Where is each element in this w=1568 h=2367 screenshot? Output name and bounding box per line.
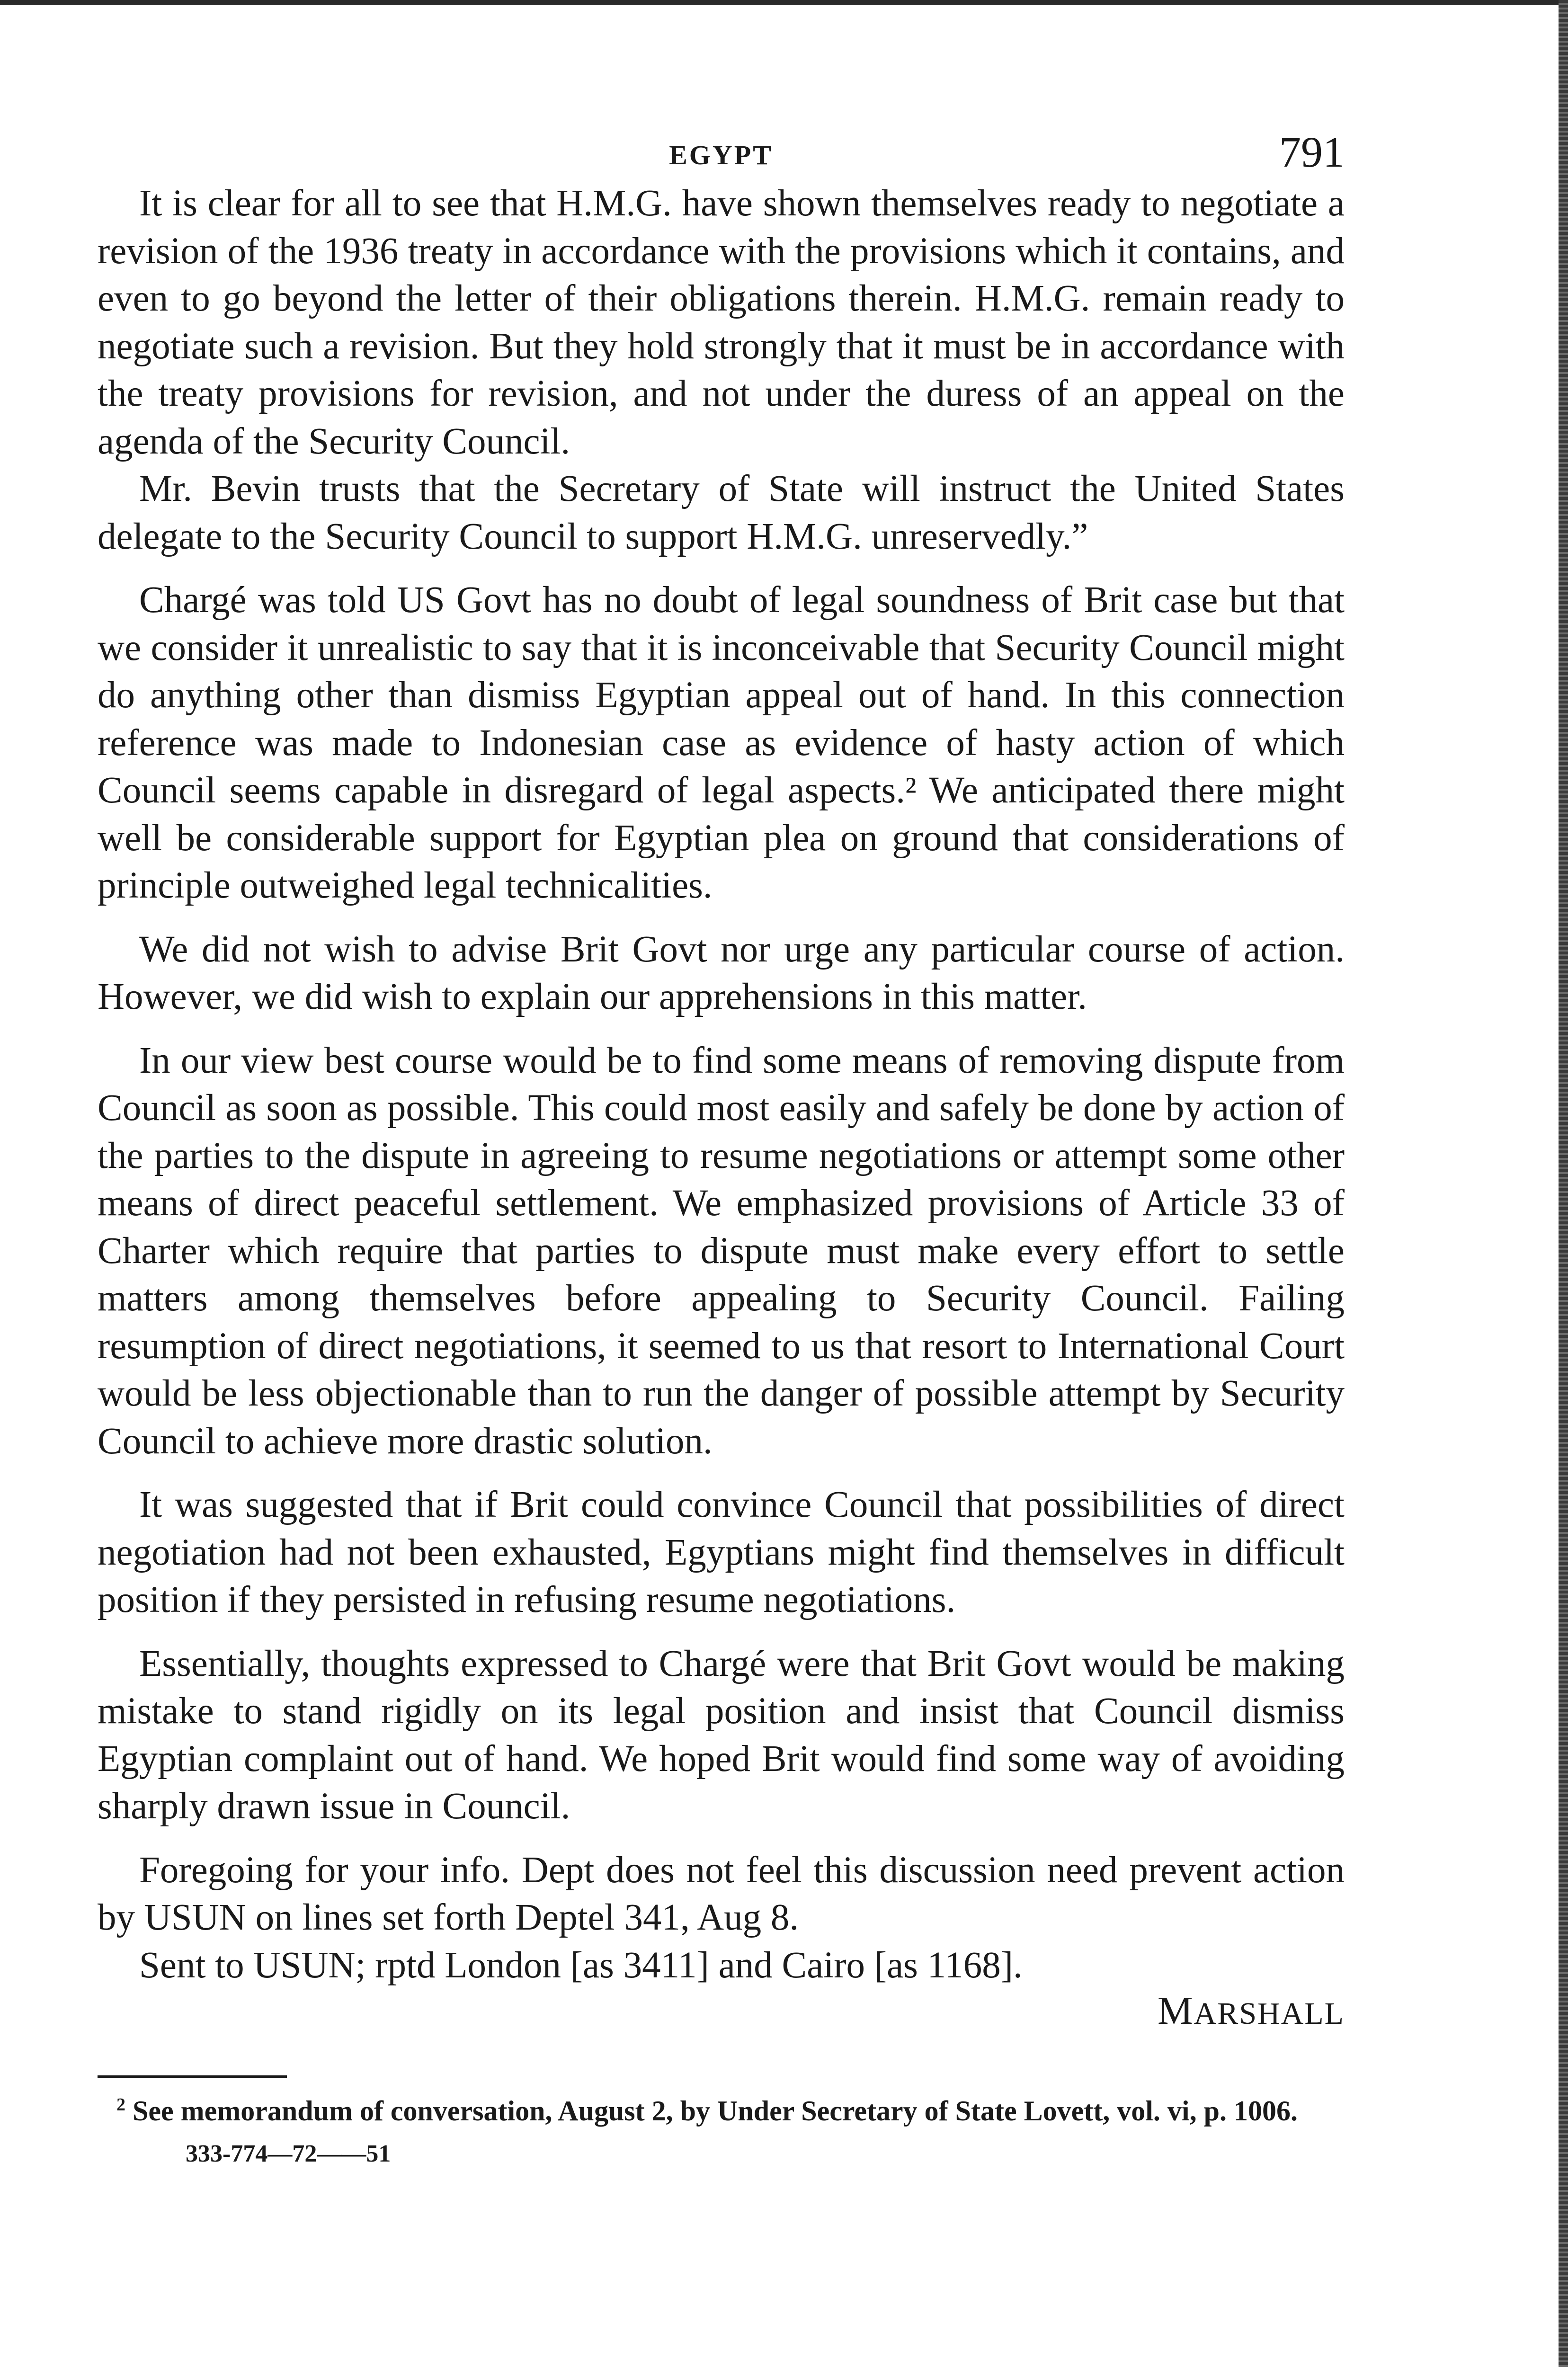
running-title: EGYPT	[669, 140, 773, 170]
paragraph: Sent to USUN; rptd London [as 3411] and Cairo [as 1168].	[139, 1944, 1023, 1986]
paragraph: In our view best course would be to find some means of removing dispute from Council as soon as possible. This could most easily and safely be done by action of the parties to the dispute in agreeing to resume negotiations or attempt some other means of direct peaceful settlement. We emphasized provisions of Article 33 of Charter which require that parties to dispute must make every effort to settle matters among themselves before appealing to Security Council. Failing resumption of direct negotiations, it seemed to us that resort to International Court would be less objectionable than to run the danger of possible attempt by Security Council to achieve more drastic solution.	[98, 1040, 1345, 1462]
paragraph: It is clear for all to see that H.M.G. have shown themselves ready to negotiate a revision of the 1936 treaty in accordance with the provisions which it contains, and even to go beyond the letter of their obligations therein. H.M.G. remain ready to negotiate such a revision. But they hold strongly that it must be in accordance with the treaty provisions for revision, and not under the duress of an appeal on the agenda of the Security Council.	[98, 183, 1345, 462]
paragraph: Essentially, thoughts expressed to Chargé were that Brit Govt would be making mistake to stand rigidly on its legal position and insist that Council dismiss Egyptian complaint out of hand. We hoped Brit would find some way of avoiding sharply drawn issue in Council.	[98, 1643, 1345, 1827]
paragraph: It was suggested that if Brit could convince Council that possibilities of direct negotiation had not been exhausted, Egyptians might find themselves in difficult position if they persisted in refusing resume negotiations.	[98, 1484, 1345, 1620]
page-binding-edge	[1559, 0, 1568, 2367]
footnote-text: See memorandum of conversation, August 2, by Under Secretary of State Lovett, vol. vi, p. 1006.	[133, 2095, 1298, 2127]
body-text	[98, 180, 1345, 1989]
footnote-rule	[98, 2075, 287, 2078]
paragraph: Foregoing for your info. Dept does not feel this discussion need prevent action by USUN on lines set forth Deptel 341, Aug 8.	[98, 1849, 1345, 1938]
paragraph: We did not wish to advise Brit Govt nor urge any particular course of action. However, we did wish to explain our apprehensions in this matter.	[98, 928, 1345, 1017]
signature-initial: M	[1157, 1989, 1194, 2033]
signature-rest: ARSHALL	[1194, 1996, 1345, 2031]
document-page	[98, 118, 1345, 2168]
signature	[98, 1989, 1345, 2036]
page-number: 791	[1279, 128, 1345, 176]
running-head	[98, 118, 1345, 180]
paragraph: Chargé was told US Govt has no doubt of legal soundness of Brit case but that we consider it unrealistic to say that it is inconceivable that Security Council might do anything other than dismiss Egyptian appeal out of hand. In this connection reference was made to Indonesian case as evidence of hasty action of which Council seems capable in disregard of legal aspects.² We anticipated there might well be considerable support for Egyptian plea on ground that considerations of principle outweighed legal technicalities.	[98, 579, 1345, 906]
paragraph: Mr. Bevin trusts that the Secretary of State will instruct the United States delegate to the Security Council to support H.M.G. unreservedly.”	[98, 468, 1345, 557]
page-top-edge	[0, 0, 1568, 5]
footnote-marker: 2	[116, 2095, 125, 2115]
footnote	[98, 2087, 1345, 2128]
printer-code: 333-774—72——51	[186, 2140, 391, 2167]
